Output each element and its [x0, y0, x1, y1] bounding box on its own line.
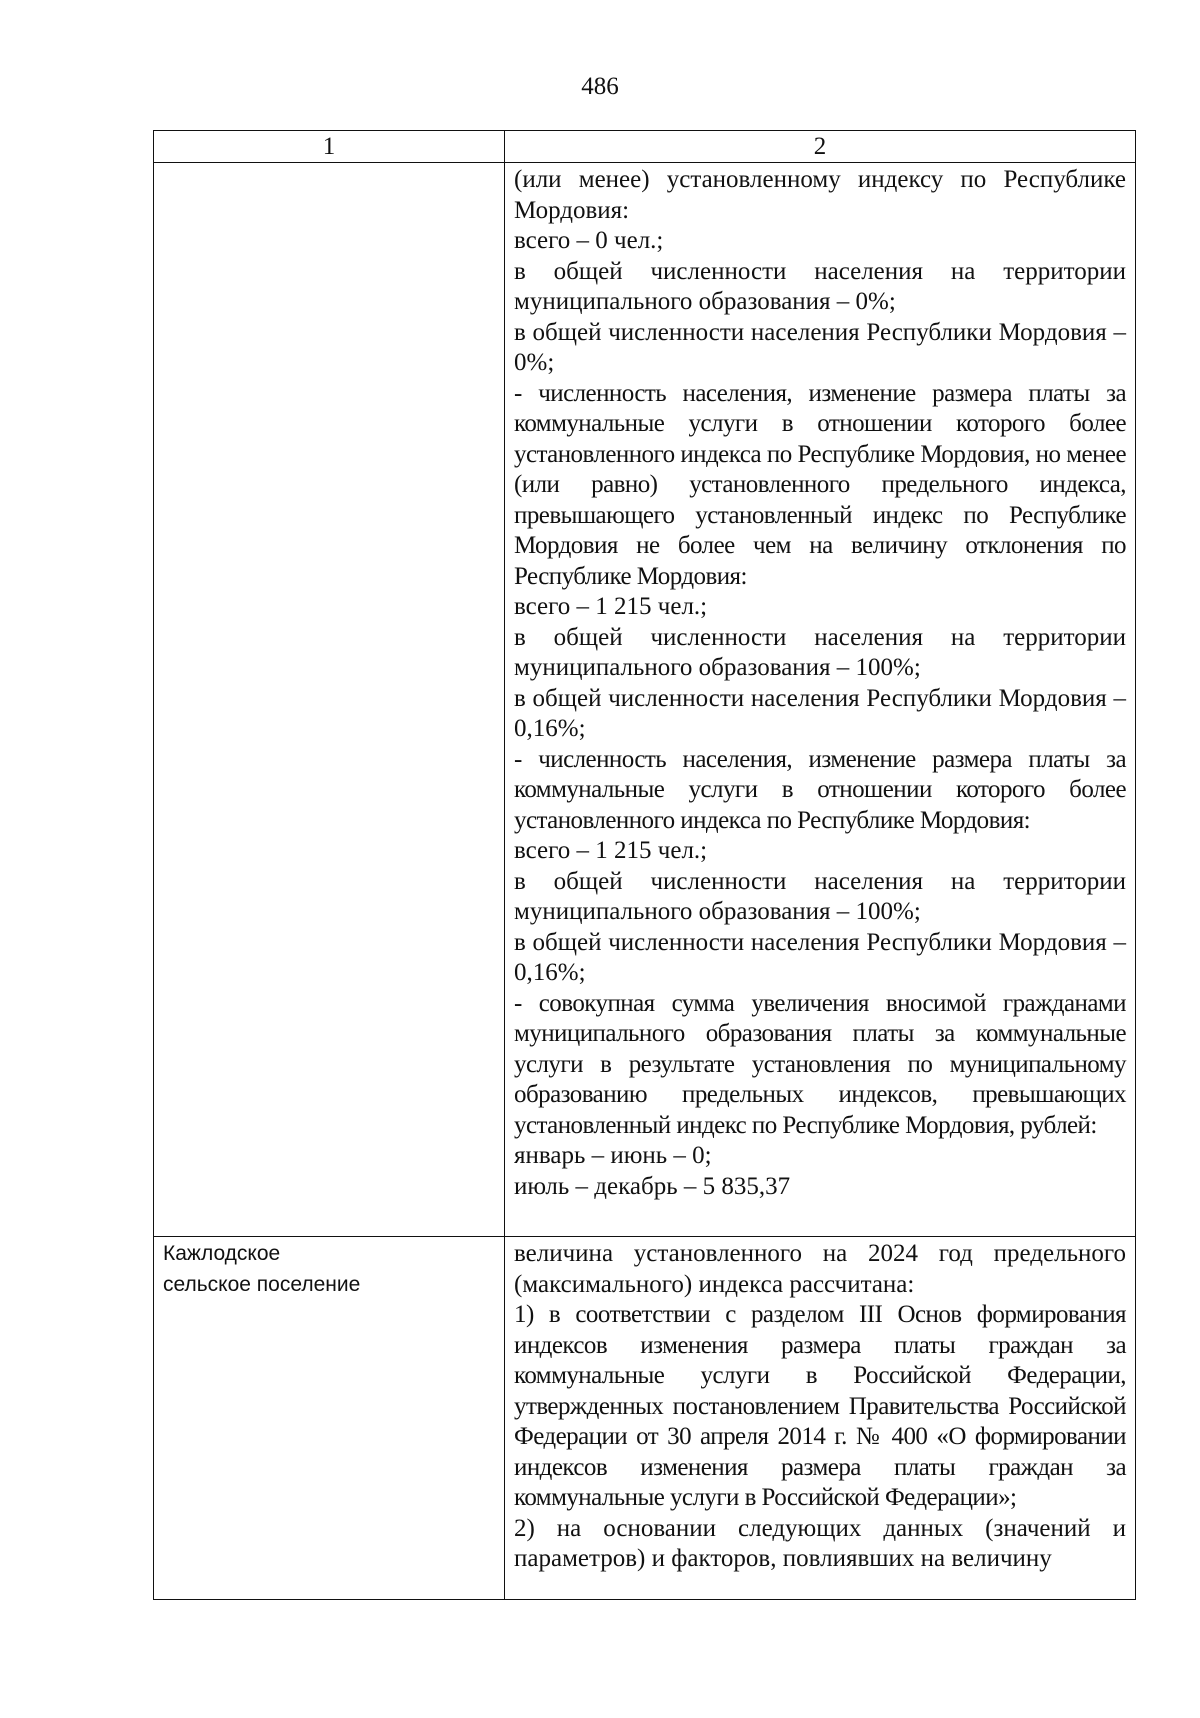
- data-table: [153, 130, 1136, 1600]
- row-2-description-cell: [514, 1239, 1126, 1575]
- row-1-paragraph: - численность населения, изменение размера платы за коммунальные услуги в отношении которого более установленного индекса по Республике Мордовия:: [514, 745, 1126, 834]
- row-1-paragraph: в общей численности населения Республики Мордовия – 0,16%;: [514, 928, 1126, 986]
- row-1-paragraph: всего – 1 215 чел.;: [514, 837, 708, 864]
- row-1-paragraph: январь – июнь – 0;: [514, 1142, 712, 1169]
- row-1-paragraph: - численность населения, изменение размера платы за коммунальные услуги в отношении которого более установленного индекса по Республике Мордовия, но менее (или равно) установленного предельного индекса, превышающего установленный индекс по Республике Мордовия не более чем на величину отклонения по Республике Мордовия:: [514, 379, 1126, 590]
- municipality-name-line: Кажлодское: [163, 1242, 281, 1265]
- row-1-paragraph: в общей численности населения на территории муниципального образования – 0%;: [514, 257, 1126, 315]
- municipality-name-cell: [163, 1239, 493, 1300]
- row-1-paragraph: всего – 1 215 чел.;: [514, 593, 708, 620]
- row-divider: [154, 1236, 1135, 1237]
- page-number: 486: [581, 73, 619, 100]
- row-1-description-cell: [514, 165, 1126, 1202]
- row-1-paragraph: в общей численности населения Республики Мордовия – 0%;: [514, 318, 1126, 376]
- row-2-paragraph: 1) в соответствии с разделом III Основ формирования индексов изменения размера платы граждан за коммунальные услуги в Российской Федерации, утвержденных постановлением Правительства Российской Федерации от 30 апреля 2014 г. № 400 «О формировании индексов изменения размера платы граждан за коммунальные услуги в Российской Федерации»;: [514, 1301, 1126, 1511]
- row-2-paragraph: 2) на основании следующих данных (значений и параметров) и факторов, повлиявших на величину: [514, 1514, 1126, 1572]
- row-1-paragraph: всего – 0 чел.;: [514, 227, 664, 254]
- row-1-paragraph: в общей численности населения на территории муниципального образования – 100%;: [514, 867, 1126, 925]
- column-divider: [504, 131, 505, 1599]
- municipality-name-line: сельское поселение: [163, 1272, 361, 1296]
- row-1-paragraph: в общей численности населения Республики Мордовия – 0,16%;: [514, 684, 1126, 742]
- row-1-paragraph: (или менее) установленному индексу по Республике Мордовия:: [514, 166, 1126, 224]
- row-1-paragraph: июль – декабрь – 5 835,37: [514, 1172, 791, 1200]
- column-header-2: 2: [813, 133, 827, 160]
- header-row-divider: [154, 162, 1135, 163]
- row-1-paragraph: в общей численности населения на территории муниципального образования – 100%;: [514, 623, 1126, 681]
- row-2-paragraph: величина установленного на 2024 год предельного (максимального) индекса рассчитана:: [514, 1240, 1126, 1298]
- row-1-paragraph: - совокупная сумма увеличения вносимой гражданами муниципального образования платы за коммунальные услуги в результате установления по муниципальному образованию предельных индексов, превышающих установленный индекс по Республике Мордовия, рублей:: [514, 989, 1126, 1139]
- column-header-1: 1: [322, 133, 336, 160]
